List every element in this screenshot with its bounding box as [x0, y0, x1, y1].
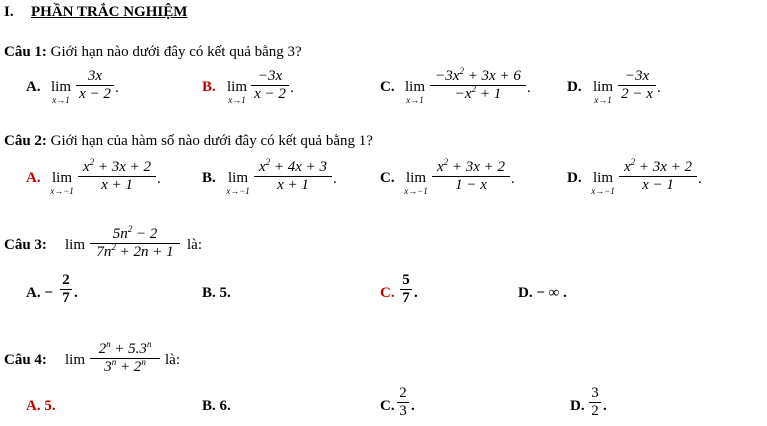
q1-option-c-limit: lim x→1	[404, 79, 425, 105]
q3-option-c-letter: C.	[380, 285, 395, 301]
q1-option-a-limit: lim x→1	[50, 79, 71, 105]
question-3-fraction: $5n^2 - 2$ $7n^2 + 2n + 1$	[90, 226, 180, 261]
q2-option-a-limit: lim x→−1	[50, 170, 74, 196]
question-4-limit: lim	[65, 352, 86, 368]
question-2-text: Giới hạn của hàm số nào dưới đây có kết quả bằng 1?	[50, 133, 373, 149]
q4-option-d-letter: D.	[570, 398, 585, 414]
q3-option-b: B. 5.	[202, 285, 231, 301]
q2-option-d-limit: lim x→−1	[591, 170, 615, 196]
q1-option-d-fraction: −3x 2 − x	[618, 68, 656, 103]
q4-option-a: A. 5.	[26, 398, 56, 414]
q2-option-c-fraction: $x^2 + 3x + 2$ 1 − x	[432, 159, 510, 194]
q2-option-b-limit: lim x→−1	[226, 170, 250, 196]
q1-option-c-fraction: $-3x^2 + 3x + 6$ $-x^2 + 1$	[430, 68, 526, 103]
q2-option-d-fraction: $x^2 + 3x + 2$ x − 1	[619, 159, 697, 194]
q1-option-d-limit: lim x→1	[592, 79, 613, 105]
section-title: PHẦN TRẮC NGHIỆM	[31, 4, 188, 20]
question-1	[4, 44, 302, 61]
q3-option-a-fraction: 2 7	[60, 272, 72, 307]
q2-option-a-fraction: $x^2 + 3x + 2$ x + 1	[78, 159, 156, 194]
q2-option-b-letter: B.	[202, 170, 216, 186]
q1-option-a-fraction: 3x x − 2	[76, 68, 114, 103]
q2-option-c-limit: lim x→−1	[404, 170, 428, 196]
q1-option-d-letter: D.	[567, 79, 582, 95]
section-number: I.	[4, 4, 14, 20]
question-3-label: Câu 3:	[4, 237, 47, 253]
question-2	[4, 133, 373, 150]
q1-option-b-limit: lim x→1	[226, 79, 247, 105]
q4-option-b: B. 6.	[202, 398, 231, 414]
q3-option-a-letter: A. −	[26, 285, 53, 301]
q2-option-a-letter: A.	[26, 170, 41, 186]
q2-option-b-fraction: $x^2 + 4x + 3$ x + 1	[254, 159, 332, 194]
q1-option-c-letter: C.	[380, 79, 395, 95]
q1-option-b-letter: B.	[202, 79, 216, 95]
q4-option-d-fraction: 3 2	[589, 385, 601, 420]
q3-option-d: D. − ∞ .	[518, 285, 567, 301]
question-1-label: Câu 1:	[4, 44, 47, 60]
q1-option-b-fraction: −3x x − 2	[251, 68, 289, 103]
question-4-tail: là:	[165, 352, 180, 368]
question-3-tail: là:	[187, 237, 202, 253]
question-3-limit: lim	[65, 237, 86, 253]
q4-option-c-fraction: 2 3	[397, 385, 409, 420]
question-1-text: Giới hạn nào dưới đây có kết quả bằng 3?	[50, 44, 302, 60]
question-2-label: Câu 2:	[4, 133, 47, 149]
q1-option-a-letter: A.	[26, 79, 41, 95]
q2-option-d-letter: D.	[567, 170, 582, 186]
q3-option-c-fraction: 5 7	[400, 272, 412, 307]
q4-option-c-letter: C.	[380, 398, 395, 414]
q2-option-c-letter: C.	[380, 170, 395, 186]
question-4-fraction: $2^n + 5.3^n$ $3^n + 2^n$	[90, 341, 160, 376]
question-4-label: Câu 4:	[4, 352, 47, 368]
